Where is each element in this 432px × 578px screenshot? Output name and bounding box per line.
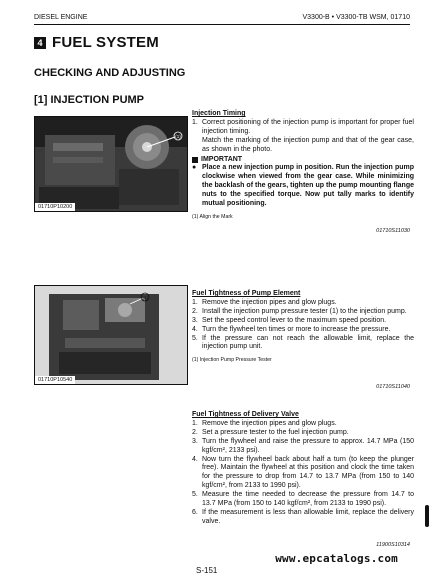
header-right: V3300-B • V3300-TB WSM, 01710 — [302, 14, 410, 21]
list-item: 1. Remove the injection pipes and glow plugs. — [192, 298, 337, 306]
engine-photo-illustration — [35, 117, 187, 211]
photo1-callout: (1) — [175, 134, 181, 139]
header-left: DIESEL ENGINE — [34, 14, 88, 21]
important-label: IMPORTANT — [192, 156, 414, 165]
section-title — [34, 34, 159, 51]
delivery-valve-block — [192, 411, 414, 527]
reference-code: 01710S11030 — [376, 228, 410, 234]
list-item: 2. Set a pressure tester to the fuel injection pump. — [192, 428, 349, 436]
list-item: 6. If the measurement is less than allowable limit, replace the delivery valve. — [192, 508, 414, 525]
list-item: 1. Correct positioning of the injection pump is important for proper fuel injection timing. — [192, 118, 414, 135]
list-item: 5. Measure the time needed to decrease the pressure from 14.7 to 13.7 MPa (from 150 to 140 kgf/cm², from 2133 to 1990 psi). — [192, 491, 414, 508]
subsection-title: CHECKING AND ADJUSTING — [34, 67, 186, 79]
injection-timing-block — [192, 110, 414, 222]
header-divider — [34, 24, 410, 25]
photo2-caption: 01710P10540 — [35, 376, 75, 384]
list-item: 3. Set the speed control lever to the maximum speed position. — [192, 316, 387, 324]
photo2-callout: (1) — [142, 295, 148, 300]
important-square-icon — [192, 157, 198, 163]
engine-photo-illustration-2 — [35, 286, 187, 384]
photo-legend: (1) Injection Pump Pressure Tester — [192, 357, 272, 364]
list-item: 5. If the pressure can not reach the allowable limit, replace the injection pump unit. — [192, 334, 414, 351]
reference-code: 01710S11040 — [376, 384, 410, 390]
bullet-icon: ● — [192, 164, 197, 172]
section-title-text: FUEL SYSTEM — [52, 34, 159, 51]
list-item — [192, 137, 414, 155]
list-item: 4. Now turn the flywheel back about half a turn (to keep the plunger free). Maintain the flywheel at this position and clock the time taken for the pressure to drop from 14.7 to 13.7 MPa (from 150 to 140 kgf/cm², from 2133 to 1990 psi). — [192, 455, 414, 490]
delivery-valve-heading: Fuel Tightness of Delivery Valve — [192, 411, 299, 418]
list-item: 3. Turn the flywheel and raise the pressure to approx. 14.7 MPa (150 kgf/cm², 2133 psi). — [192, 437, 414, 454]
photo1-caption: 01710P10200 — [35, 203, 75, 211]
list-item: 1. Remove the injection pipes and glow plugs. — [192, 419, 337, 427]
important-note — [192, 164, 414, 209]
pump-element-block — [192, 290, 414, 365]
pressure-tester-photo — [34, 285, 188, 385]
injection-timing-heading: Injection Timing — [192, 110, 246, 117]
photo-legend: (1) Align the Mark — [192, 213, 233, 220]
list-item: 4. Turn the flywheel ten times or more to increase the pressure. — [192, 325, 391, 333]
page-number: S-151 — [196, 566, 218, 575]
watermark: www.epcatalogs.com — [275, 552, 398, 565]
reference-code: 11900S10314 — [376, 542, 410, 548]
list-item: 2. Install the injection pump pressure tester (1) to the injection pump. — [192, 307, 407, 315]
match-marking-text: Match the marking of the injection pump and that of the gear case, as shown in the photo. — [202, 136, 414, 153]
important-note-text: Place a new injection pump in position. Run the injection pump clockwise when viewed from the gear case. While minimizing the backlash of the gears, tighten up the pump mounting flange nuts to the specified torque. Now put tally marks to identify mutual positioning. — [202, 164, 414, 208]
section-number-badge: 4 — [34, 37, 46, 49]
binding-edge-mark — [425, 505, 429, 527]
subheading: [1] INJECTION PUMP — [34, 94, 145, 106]
injection-pump-photo — [34, 116, 188, 212]
pump-element-heading: Fuel Tightness of Pump Element — [192, 290, 301, 297]
list-item-text: Correct positioning of the injection pump is important for proper fuel injection timing. — [202, 118, 414, 135]
